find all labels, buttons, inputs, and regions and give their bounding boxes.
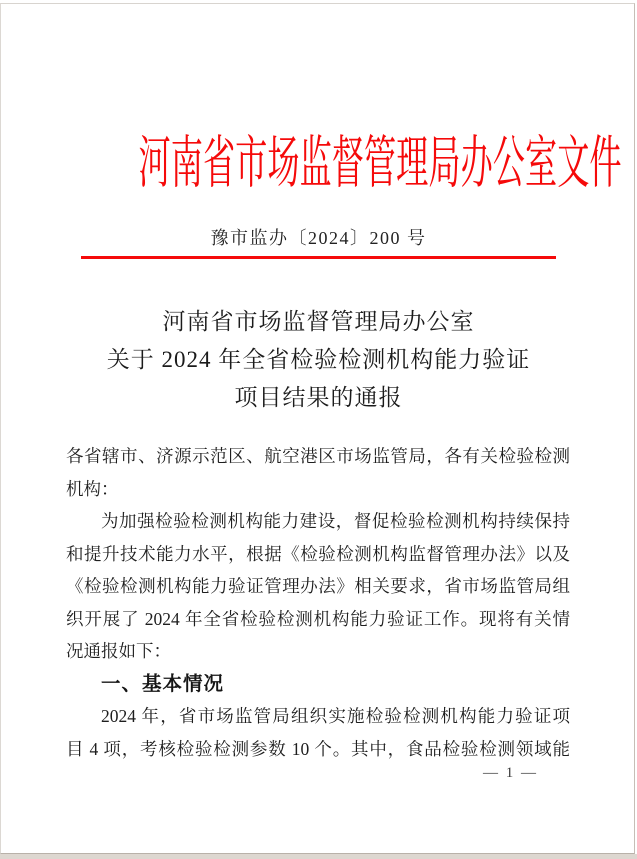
document-title-line-1: 河南省市场监督管理局办公室 <box>162 309 475 334</box>
body-line: 为加强检验检测机构能力建设，督促检验检测机构持续保持 <box>101 511 570 531</box>
doc-reference-number: 豫市监办〔2024〕200 号 <box>210 228 427 248</box>
agency-header-title: 河南省市场监督管理局办公室文件 <box>138 132 622 195</box>
page-bottom-edge <box>0 854 637 859</box>
document-title-line-3: 项目结果的通报 <box>234 385 403 410</box>
document-body <box>66 440 570 765</box>
body-line: 况通报如下： <box>66 641 171 661</box>
document-title <box>0 303 637 417</box>
body-line: 2024 年，省市场监管局组织实施检验检测机构能力验证项 <box>101 706 570 726</box>
body-line: 和提升技术能力水平，根据《检验检测机构监督管理办法》以及 <box>66 543 570 564</box>
body-line: 目 4 项，考核检验检测参数 10 个。其中，食品检验检测领域能 <box>66 738 570 759</box>
salutation-line: 各省辖市、济源示范区、航空港区市场监管局，各有关检验检测 <box>66 446 570 466</box>
section-heading: 一、基本情况 <box>101 672 225 695</box>
document-title-line-2: 关于 2024 年全省检验检测机构能力验证 <box>106 347 531 372</box>
body-line: 织开展了 2024 年全省检验检测机构能力验证工作。现将有关情 <box>66 608 570 629</box>
body-line: 《检验检测机构能力验证管理办法》相关要求，省市场监管局组 <box>66 576 570 596</box>
page-number: — 1 — <box>483 765 538 781</box>
red-divider-rule <box>81 256 556 259</box>
salutation-line: 机构： <box>66 478 119 499</box>
